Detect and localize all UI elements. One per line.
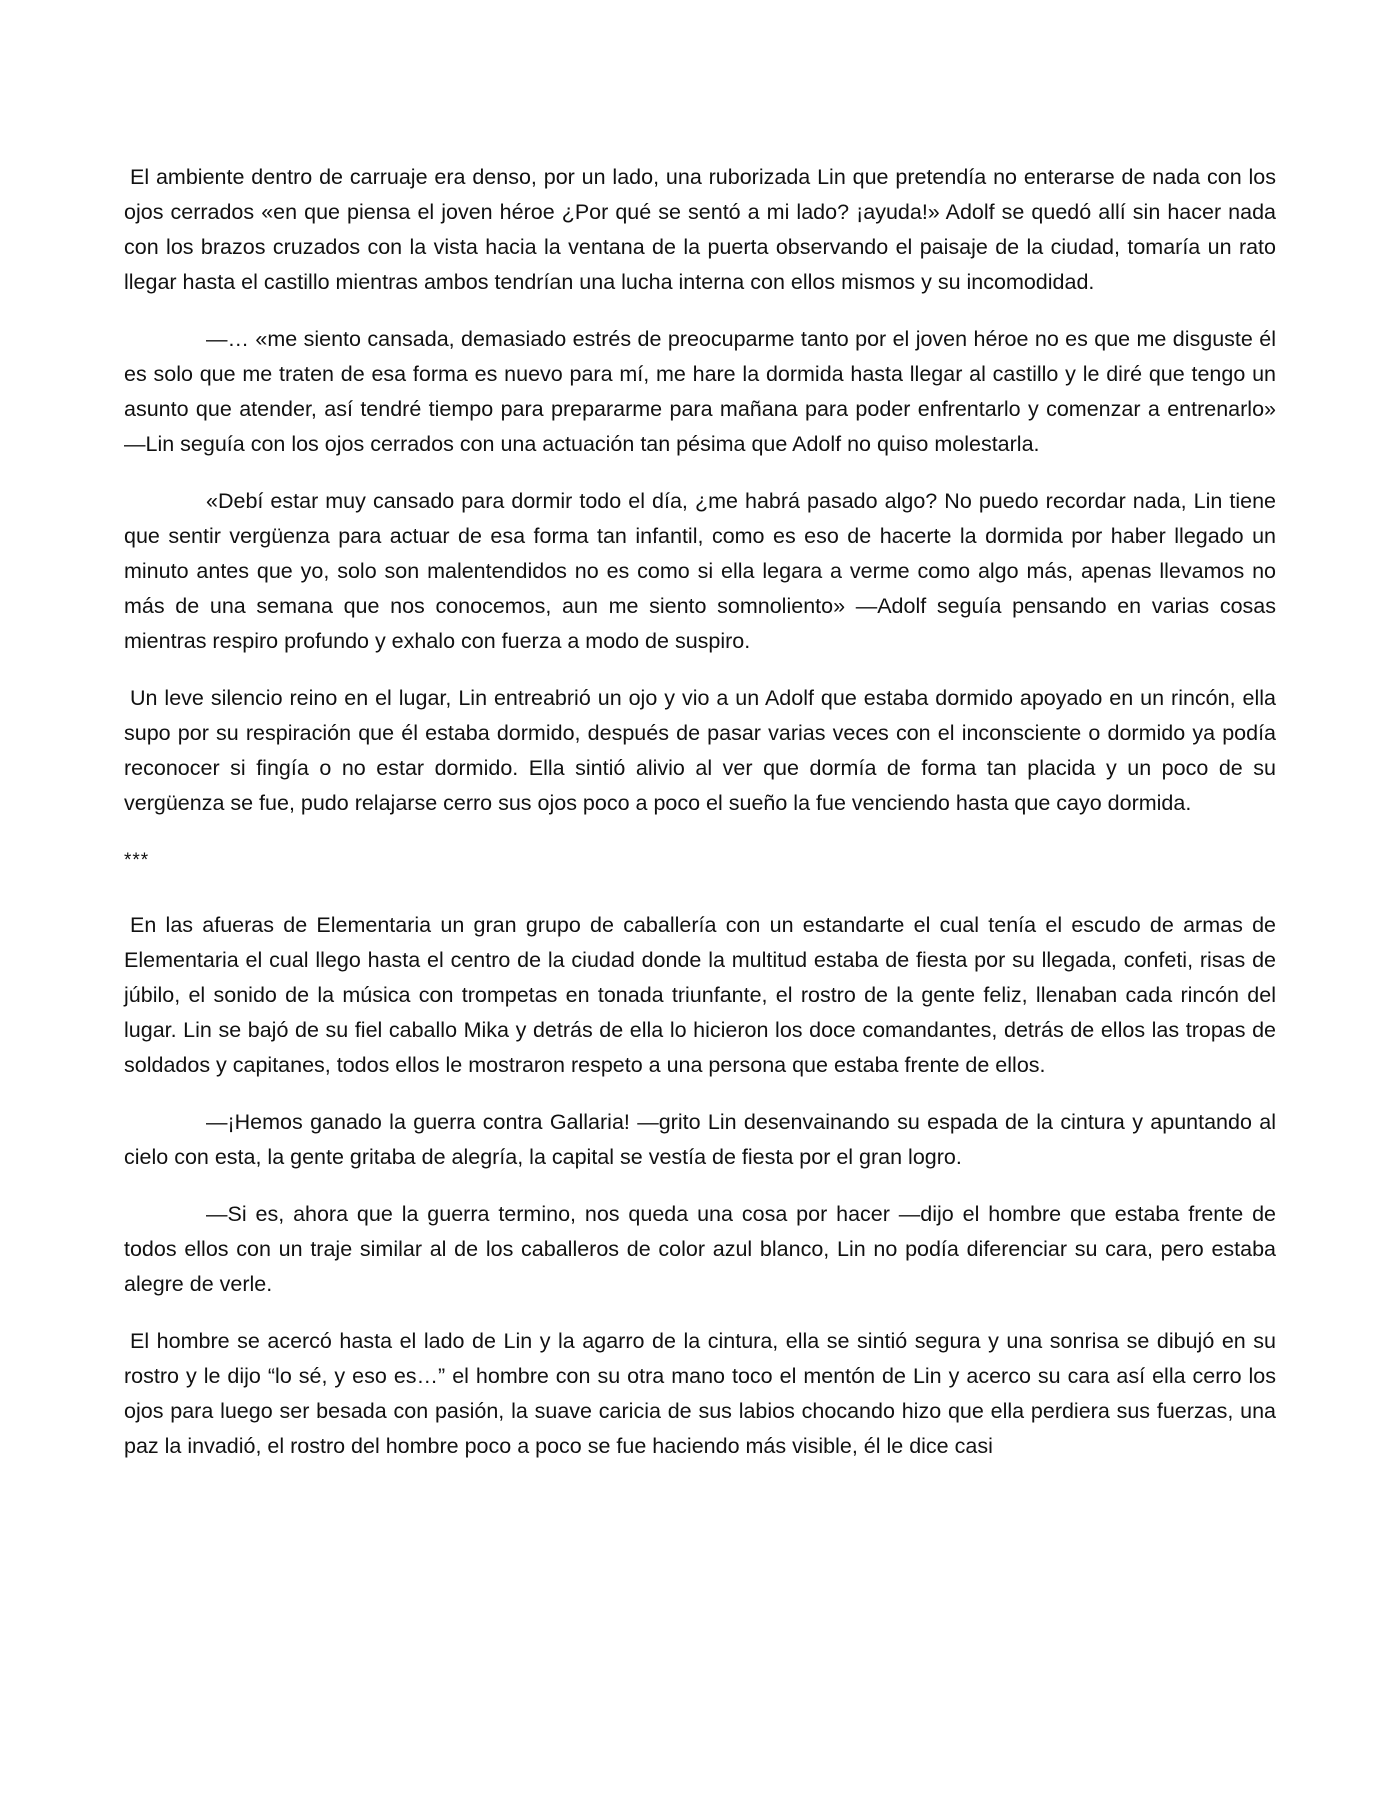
paragraph-6: —¡Hemos ganado la guerra contra Gallaria! —grito Lin desenvainando su espada de la cintura y apuntando al cielo con esta, la gente gritaba de alegría, la capital se vestía de fiesta por el gran logro. — [124, 1110, 1276, 1169]
paragraph-5: En las afueras de Elementaria un gran grupo de caballería con un estandarte el cual tenía el escudo de armas de Elementaria el cual llego hasta el centro de la ciudad donde la multitud estaba de fiesta por su llegada, confeti, risas de júbilo, el sonido de la música con trompetas en tonada triunfante, el rostro de la gente feliz, llenaban cada rincón del lugar. Lin se bajó de su fiel caballo Mika y detrás de ella lo hicieron los doce comandantes, detrás de ellos las tropas de soldados y capitanes, todos ellos le mostraron respeto a una persona que estaba frente de ellos. — [124, 913, 1276, 1077]
paragraph-7: —Si es, ahora que la guerra termino, nos queda una cosa por hacer —dijo el hombre que estaba frente de todos ellos con un traje similar al de los caballeros de color azul blanco, Lin no podía diferenciar su cara, pero estaba alegre de verle. — [124, 1202, 1276, 1296]
paragraph-3: «Debí estar muy cansado para dormir todo el día, ¿me habrá pasado algo? No puedo recordar nada, Lin tiene que sentir vergüenza para actuar de esa forma tan infantil, como es eso de hacerte la dormida por haber llegado un minuto antes que yo, solo son malentendidos no es como si ella legara a verme como algo más, apenas llevamos no más de una semana que nos conocemos, aun me siento somnoliento» —Adolf seguía pensando en varias cosas mientras respiro profundo y exhalo con fuerza a modo de suspiro. — [124, 489, 1276, 653]
paragraph-8: El hombre se acercó hasta el lado de Lin y la agarro de la cintura, ella se sintió segura y una sonrisa se dibujó en su rostro y le dijo “lo sé, y eso es…” el hombre con su otra mano toco el mentón de Lin y acerco su cara así ella cerro los ojos para luego ser besada con pasión, la suave caricia de sus labios chocando hizo que ella perdiera sus fuerzas, una paz la invadió, el rostro del hombre poco a poco se fue haciendo más visible, él le dice casi — [124, 1329, 1276, 1458]
scene-separator: *** — [124, 850, 150, 871]
paragraph-1: El ambiente dentro de carruaje era denso, por un lado, una ruborizada Lin que pretendía no enterarse de nada con los ojos cerrados «en que piensa el joven héroe ¿Por qué se sentó a mi lado? ¡ayuda!» Adolf se quedó allí sin hacer nada con los brazos cruzados con la vista hacia la ventana de la puerta observando el paisaje de la ciudad, tomaría un rato llegar hasta el castillo mientras ambos tendrían una lucha interna con ellos mismos y su incomodidad. — [124, 165, 1276, 294]
paragraph-2: —… «me siento cansada, demasiado estrés de preocuparme tanto por el joven héroe no es que me disguste él es solo que me traten de esa forma es nuevo para mí, me hare la dormida hasta llegar al castillo y le diré que tengo un asunto que atender, así tendré tiempo para prepararme para mañana para poder enfrentarlo y comenzar a entrenarlo» —Lin seguía con los ojos cerrados con una actuación tan pésima que Adolf no quiso molestarla. — [124, 327, 1276, 456]
paragraph-4: Un leve silencio reino en el lugar, Lin entreabrió un ojo y vio a un Adolf que estaba dormido apoyado en un rincón, ella supo por su respiración que él estaba dormido, después de pasar varias veces con el inconsciente o dormido ya podía reconocer si fingía o no estar dormido. Ella sintió alivio al ver que dormía de forma tan placida y un poco de su vergüenza se fue, pudo relajarse cerro sus ojos poco a poco el sueño la fue venciendo hasta que cayo dormida. — [124, 686, 1276, 815]
document-page — [124, 160, 1276, 1486]
